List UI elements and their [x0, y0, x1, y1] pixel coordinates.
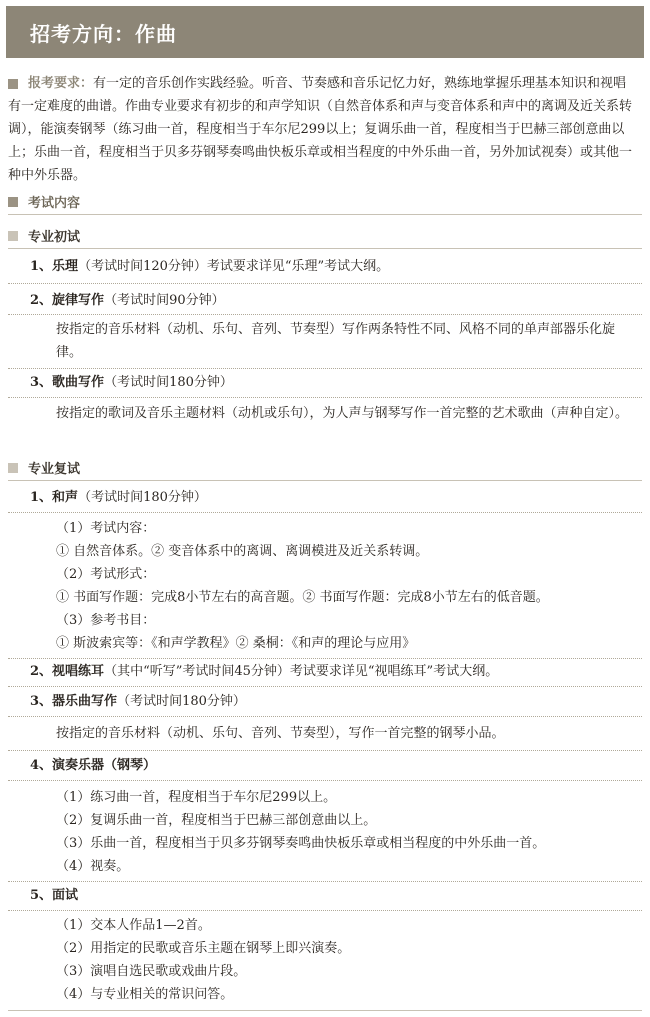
final-item-4-line-3: （3）乐曲一首，程度相当于贝多芬钢琴奏鸣曲快板乐章或相当程度的中外乐曲一首。 [56, 836, 546, 851]
divider [8, 1010, 642, 1011]
final-item-3-desc: 按指定的音乐材料（动机、乐句、音列、节奏型），写作一首完整的钢琴小品。 [56, 726, 505, 741]
final-item-1-line-2: ① 自然音体系。② 变音体系中的离调、离调模进及近关系转调。 [56, 544, 429, 559]
final-item-1-line-5: （3）参考书目： [56, 613, 156, 628]
divider [8, 881, 642, 882]
section-square-icon [8, 231, 18, 241]
requirements-paragraph [8, 72, 638, 187]
final-item-3: 3、器乐曲写作（考试时间180分钟） [30, 694, 246, 709]
divider [8, 480, 642, 481]
page-title: 招考方向：作曲 [30, 21, 177, 46]
divider [8, 368, 642, 369]
divider [8, 283, 642, 284]
final-item-5-line-1: （1）交本人作品1—2首。 [56, 918, 211, 933]
final-item-5-line-3: （3）演唱自选民歌或戏曲片段。 [56, 964, 247, 979]
final-item-4-line-2: （2）复调乐曲一首，程度相当于巴赫三部创意曲以上。 [56, 813, 377, 828]
final-item-4-line-1: （1）练习曲一首，程度相当于车尔尼299以上。 [56, 790, 337, 805]
final-item-4: 4、演奏乐器（钢琴） [30, 758, 157, 773]
divider [8, 750, 642, 751]
final-item-1: 1、和声（考试时间180分钟） [30, 490, 207, 505]
page-header [6, 6, 644, 58]
divider [8, 214, 642, 215]
divider [8, 397, 642, 398]
requirements-text: 有一定的音乐创作实践经验。听音、节奏感和音乐记忆力好，熟练地掌握乐理基本知识和视唱有一定难度的曲谱。作曲专业要求有初步的和声学知识（自然音体系和声与变音体系和声中的离调及近关系转调），能演奏钢琴（练习曲一首，程度相当于车尔尼299以上；复调乐曲一首，程度相当于巴赫三部创意曲以上；乐曲一首，程度相当于贝多芬钢琴奏鸣曲快板乐章或相当程度的中外乐曲一首，另外加试视奏）或其他一种中外乐器。 [8, 76, 633, 183]
final-item-1-line-6: ① 斯波索宾等：《和声学教程》② 桑桐：《和声的理论与应用》 [56, 636, 416, 651]
prelim-item-3: 3、歌曲写作（考试时间180分钟） [30, 375, 233, 390]
prelim-heading: 专业初试 [8, 226, 80, 245]
divider [8, 512, 642, 513]
divider [8, 658, 642, 659]
section-square-icon [8, 197, 18, 207]
prelim-item-2: 2、旋律写作（考试时间90分钟） [30, 293, 225, 308]
divider [8, 686, 642, 687]
final-item-4-line-4: （4）视奏。 [56, 859, 130, 874]
prelim-item-1: 1、乐理（考试时间120分钟）考试要求详见“乐理”考试大纲。 [30, 259, 390, 274]
requirements-label: 报考要求： [28, 76, 94, 91]
final-item-2: 2、视唱练耳（其中“听写”考试时间45分钟）考试要求详见“视唱练耳”考试大纲。 [30, 664, 499, 679]
divider [8, 910, 642, 911]
prelim-item-3-desc: 按指定的歌词及音乐主题材料（动机或乐句），为人声与钢琴写作一首完整的艺术歌曲（声种自定）。 [56, 406, 629, 421]
divider [8, 314, 642, 315]
final-item-1-line-3: （2）考试形式： [56, 567, 156, 582]
final-item-5-line-2: （2）用指定的民歌或音乐主题在钢琴上即兴演奏。 [56, 941, 351, 956]
section-square-icon [8, 463, 18, 473]
divider [8, 248, 642, 249]
final-item-5: 5、面试 [30, 888, 79, 903]
final-item-1-line-4: ① 书面写作题：完成8小节左右的高音题。② 书面写作题：完成8小节左右的低音题。 [56, 590, 549, 605]
divider [8, 716, 642, 717]
exam-content-heading: 考试内容 [8, 192, 80, 211]
final-heading: 专业复试 [8, 458, 80, 477]
section-square-icon [8, 79, 18, 89]
final-item-5-line-4: （4）与专业相关的常识问答。 [56, 987, 234, 1002]
final-item-1-line-1: （1）考试内容： [56, 521, 156, 536]
divider [8, 780, 642, 781]
prelim-item-2-desc: 按指定的音乐材料（动机、乐句、音列、节奏型）写作两条特性不同、风格不同的单声部器乐化旋律。 [56, 322, 616, 360]
